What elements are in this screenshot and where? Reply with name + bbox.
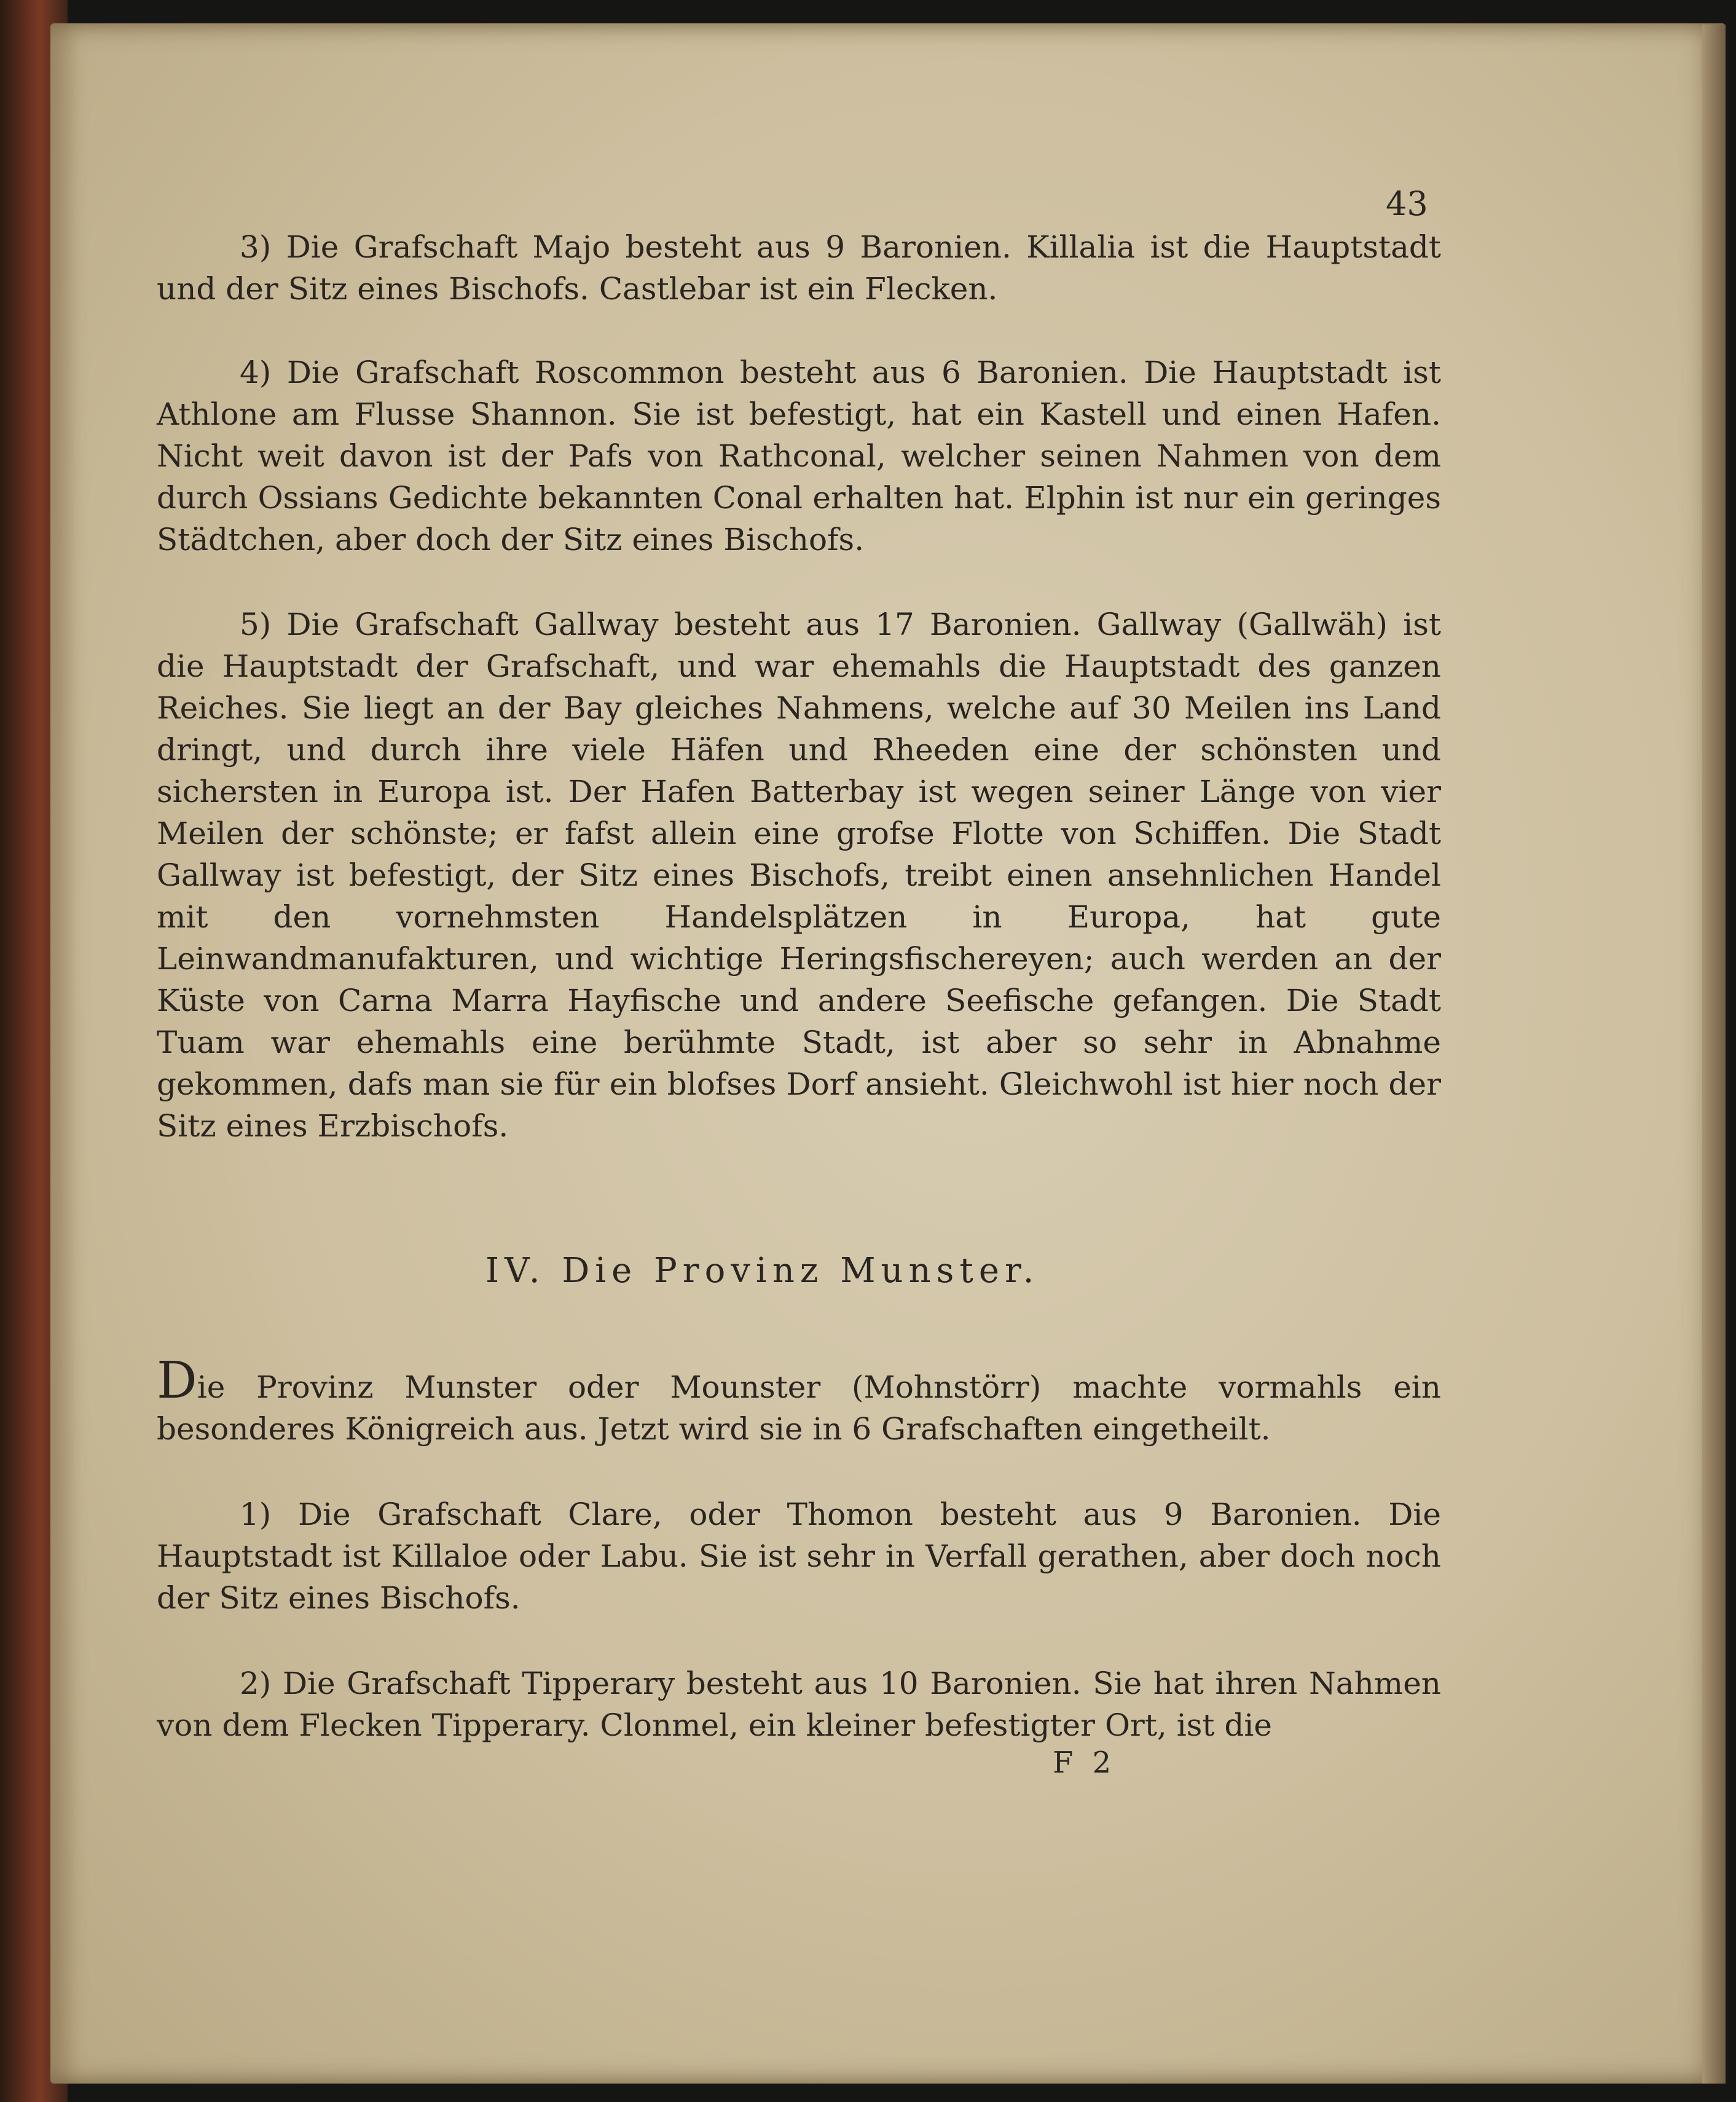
paragraph-clare: 1) Die Grafschaft Clare, oder Thomon besteht aus 9 Baronien. Die Hauptstadt ist Killaloe oder Labu. Sie ist sehr in Verfall gerathen, aber doch noch der Sitz eines Bischofs. <box>157 1497 1441 1616</box>
paragraph-tipperary: 2) Die Grafschaft Tipperary besteht aus 10 Baronien. Sie hat ihren Nahmen von dem Flecken Tipperary. Clonmel, ein kleiner befestigter Ort, ist die <box>157 1666 1441 1743</box>
page-right-edge <box>1702 25 1726 2084</box>
section-heading: IV. Die Provinz Munster. <box>485 1251 1040 1291</box>
paragraph-roscommon: 4) Die Grafschaft Roscommon besteht aus 6 Baronien. Die Hauptstadt ist Athlone am Flusse Shannon. Sie ist befestigt, hat ein Kastell und einen Hafen. Nicht weit davon ist der Pafs von Rathconal, welcher seinen Nahmen von dem durch Ossians Gedichte bekannten Conal erhalten hat. Elphin ist nur ein geringes Städtchen, aber doch der Sitz eines Bischofs. <box>157 355 1441 557</box>
paragraph-gallway: 5) Die Grafschaft Gallway besteht aus 17 Baronien. Gallway (Gallwäh) ist die Hauptstadt der Grafschaft, und war ehemahls die Hauptstadt des ganzen Reiches. Sie liegt an der Bay gleiches Nahmens, welche auf 30 Meilen ins Land dringt, und durch ihre viele Häfen und Rheeden eine der schönsten und sichersten in Europa ist. Der Hafen Batterbay ist wegen seiner Länge von vier Meilen der schönste; er fafst allein eine grofse Flotte von Schiffen. Die Stadt Gallway ist befestigt, der Sitz eines Bischofs, treibt einen ansehnlichen Handel mit den vornehmsten Handelsplätzen in Europa, hat gute Leinwandmanufakturen, und wichtige Heringsfischereyen; auch werden an der Küste von Carna Marra Hayfische und andere Seefische gefangen. Die Stadt Tuam war ehemahls eine berühmte Stadt, ist aber so sehr in Abnahme gekommen, dafs man sie für ein blofses Dorf ansieht. Gleichwohl ist hier noch der Sitz eines Erzbischofs. <box>157 607 1441 1144</box>
intro-text: ie Provinz Munster oder Mounster (Mohnstörr) machte vormahls ein besonderes Königreich aus. Jetzt wird sie in 6 Grafschaften eingetheilt. <box>157 1369 1441 1447</box>
drop-cap-initial: D <box>157 1352 197 1410</box>
page-number: 43 <box>1386 184 1428 223</box>
paragraph-majo: 3) Die Grafschaft Majo besteht aus 9 Baronien. Killalia ist die Hauptstadt und der Sitz eines Bischofs. Castlebar ist ein Flecken. <box>157 229 1441 307</box>
paragraph-munster-intro <box>157 1352 1441 1450</box>
signature-mark: F 2 <box>1053 1746 1117 1780</box>
